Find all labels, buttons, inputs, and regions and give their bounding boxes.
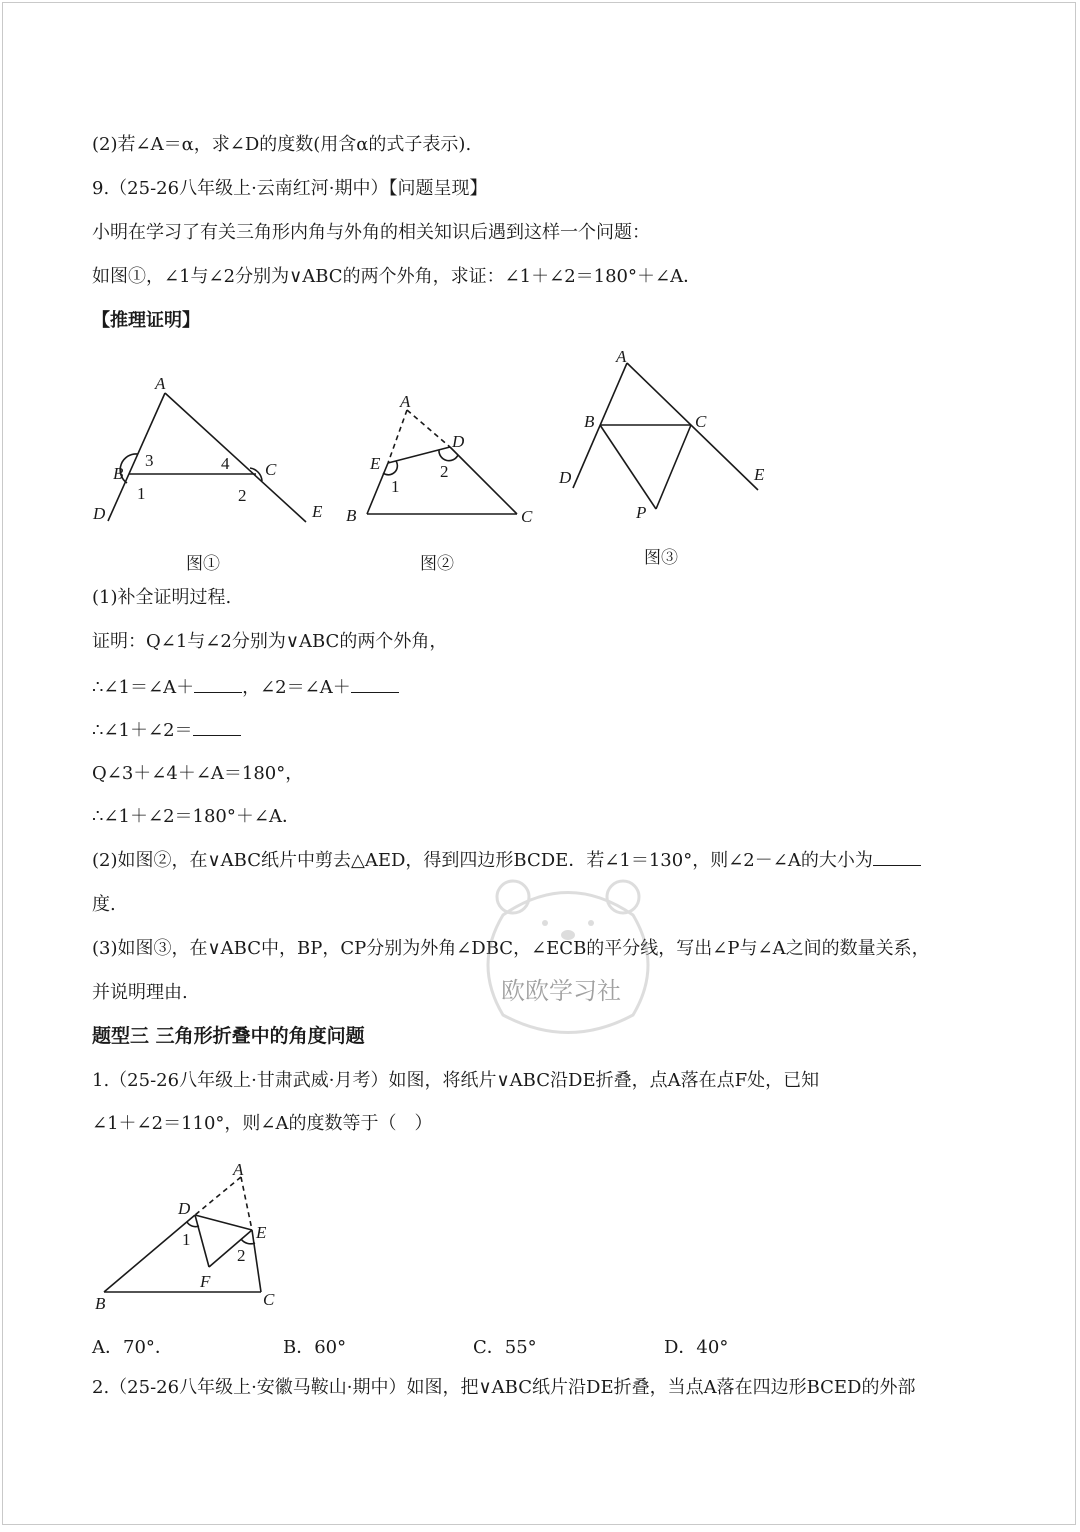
text-line-6: (1)补全证明过程. [92,587,232,608]
fig2-dashed-AD [407,410,450,447]
question-2-title: 2.（25-26八年级上·安徽马鞍山·期中）如图，把∨ABC纸片沿DE折叠，当点A落在四边形BCED的外部 [92,1377,916,1398]
fig1-label-4: 4 [221,454,230,473]
fig1-label-2: 2 [238,486,247,505]
answer-blank-2[interactable] [351,676,399,693]
fig3-label-C: C [695,412,707,431]
text-line-8-a: ∴∠1＝∠A＋ [92,677,195,698]
bear-watermark-icon [473,875,663,1045]
fig1-label-A: A [155,374,166,393]
figure-3-caption: 图③ [644,548,678,568]
text-line-3: 小明在学习了有关三角形内角与外角的相关知识后遇到这样一个问题： [92,222,650,243]
fig2-label-2: 2 [440,462,449,481]
fig4-label-C: C [263,1290,275,1309]
option-b[interactable]: B．60° [283,1337,347,1358]
text-line-12 [92,849,921,873]
fig3-line-AE [627,363,758,490]
fig3-line-CP [656,425,691,509]
fig4-line-DE [195,1215,252,1230]
fig1-label-3: 3 [145,451,154,470]
text-line-9 [92,719,241,743]
fig2-label-B: B [346,506,357,525]
fig3-label-B: B [584,412,595,431]
fig3-label-P: P [636,503,647,522]
fig2-label-A: A [400,392,411,411]
section-proof-label: 【推理证明】 [92,310,200,331]
option-d[interactable]: D．40° [664,1337,729,1358]
figure-2-caption: 图② [420,554,454,574]
fig3-label-A: A [616,347,627,366]
fig4-label-1: 1 [182,1230,191,1249]
fig4-dashed-AD [195,1177,241,1215]
answer-blank-3[interactable] [193,719,241,736]
text-line-15: 并说明理由. [92,982,188,1003]
fig2-label-D: D [452,432,465,451]
text-line-12-a: (2)如图②，在∨ABC纸片中剪去△AED，得到四边形BCDE．若∠1＝130°，则∠2－∠A的大小为 [92,850,873,871]
text-line-11: ∴∠1＋∠2＝180°＋∠A． [92,806,300,827]
fig1-label-D: D [93,504,106,523]
fig1-label-E: E [312,502,323,521]
problem-9-title: 9.（25-26八年级上·云南红河·期中）【问题呈现】 [92,178,488,199]
fig2-dashed-AE [388,410,407,463]
fig4-line-DB [104,1215,195,1292]
fig1-label-1: 1 [137,484,146,503]
fig1-line-AE [165,393,306,522]
fig4-label-D: D [178,1199,191,1218]
fig3-line-BP [600,425,656,509]
option-a[interactable]: A．70°． [92,1337,173,1358]
text-line-8-b: ，∠2＝∠A＋ [242,677,351,698]
fig2-line-DC [450,447,517,514]
fig2-label-C: C [521,507,533,526]
text-line-4: 如图①，∠1与∠2分别为∨ABC的两个外角，求证：∠1＋∠2＝180°＋∠A． [92,266,702,287]
fig2-label-E: E [370,454,381,473]
fig4-label-2: 2 [237,1246,246,1265]
fig4-label-A: A [233,1160,244,1179]
figure-1-caption: 图① [186,554,220,574]
fig4-dashed-AE [241,1177,252,1230]
fig4-line-EF [209,1230,252,1267]
question-1-title: 1.（25-26八年级上·甘肃武威·月考）如图，将纸片∨ABC沿DE折叠，点A落在点F处，已知 [92,1070,820,1091]
fig3-label-D: D [559,468,572,487]
text-line-14: (3)如图③，在∨ABC中，BP，CP分别为外角∠DBC，∠ECB的平分线，写出∠P与∠A之间的数量关系， [92,938,930,959]
answer-blank-1[interactable] [194,676,242,693]
text-line-9-a: ∴∠1＋∠2＝ [92,720,193,741]
fig4-label-B: B [95,1294,106,1313]
text-line-18: ∠1＋∠2＝110°，则∠A的度数等于（ ） [92,1113,433,1134]
text-line-8 [92,676,399,700]
text-line-10: Q∠3＋∠4＋∠A＝180°， [92,763,304,784]
fig2-label-1: 1 [391,477,400,496]
text-line-13: 度. [92,894,116,915]
fig4-line-DF [195,1215,209,1267]
fig4-label-E: E [256,1223,267,1242]
option-c[interactable]: C．55° [473,1337,537,1358]
section-heading: 题型三 三角形折叠中的角度问题 [92,1025,365,1047]
fig3-label-E: E [754,465,765,484]
document-page [2,2,1076,1525]
answer-blank-4[interactable] [873,849,921,866]
text-line-7: 证明：Q∠1与∠2分别为∨ABC的两个外角， [92,631,448,652]
fig1-label-C: C [265,460,277,479]
fig4-label-F: F [200,1272,211,1291]
fig1-label-B: B [113,464,124,483]
watermark-text: 欧欧学习社 [501,977,621,1005]
text-line-1: (2)若∠A＝α，求∠D的度数(用含α的式子表示). [92,134,472,155]
